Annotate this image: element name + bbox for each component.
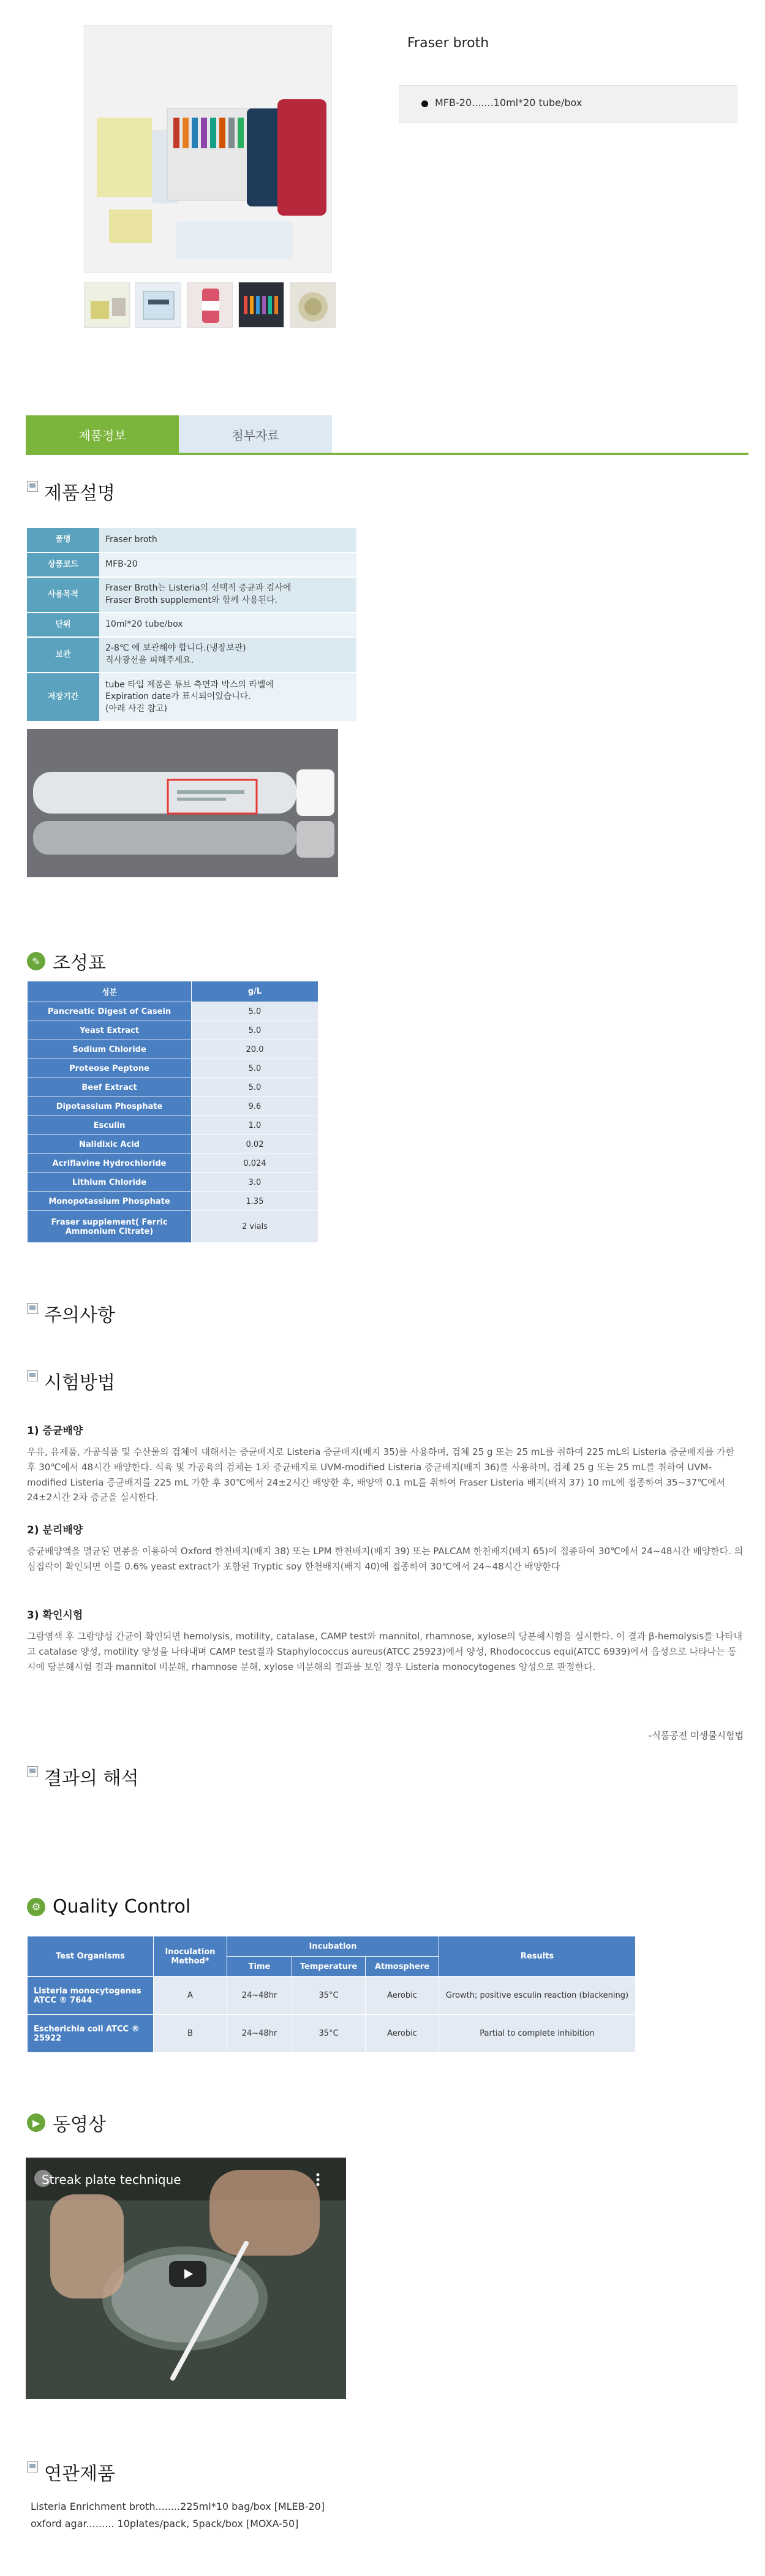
qc-temperature: 35°C [292, 1977, 366, 2015]
method-step1-text: 우유, 유제품, 가공식품 및 수산물의 검체에 대해서는 증균배지로 Listeria 증균배지(배지 35)를 사용하며, 검체 25 g 또는 25 mL를 취하여 225 mL의 Listeria 증균배지를 가한 후 30℃에서 48시간 배양한다. 식육 및 가공육의 검체는 1차 증균배지로 UVM-modified Listeria 증균배지(배지 36)를 사용하며, 검체 25 g 또는 25 mL를 취하여 UVM-modified Listeria 증균배지를 225 mL 가한 후 30℃에서 24±2시간 배양한 후, 배양액 0.1 mL를 취하여 Fraser Listeria 배지(배지 37) 10 mL에 접종하여 35~37℃에서 24±2시간 2차 증균을 실시한다. [27, 1446, 734, 1503]
qc-time: 24~48hr [227, 1977, 292, 2015]
product-thumbnail-5[interactable] [290, 282, 336, 328]
related-product-2[interactable]: oxford agar......... 10plates/pack, 5pack/box [MOXA-50] [31, 2518, 299, 2529]
info-key: 저장기간 [27, 673, 99, 722]
ingredient-amount: 0.024 [192, 1154, 318, 1173]
method-step1-title: 1) 증균배양 [27, 1425, 83, 1437]
qc-result: Growth; positive esculin reaction (blackening) [439, 1977, 636, 2015]
table-row [27, 637, 356, 673]
info-key: 사용목적 [27, 577, 99, 613]
composition-table [27, 981, 318, 1243]
pencil-icon: ✎ [27, 952, 45, 970]
ingredient-name: Proteose Peptone [28, 1059, 192, 1078]
product-thumbnail-4[interactable] [238, 282, 284, 328]
column-header-incubation: Incubation [227, 1936, 439, 1957]
table-row [27, 528, 356, 553]
play-button[interactable] [169, 2261, 206, 2287]
image-icon [27, 1370, 38, 1381]
ingredient-amount: 5.0 [192, 1021, 318, 1040]
info-value: Fraser Broth는 Listeria의 선택적 증균과 검사에 Fraser Broth supplement와 함께 사용된다. [99, 577, 356, 613]
ingredient-name: Lithium Chloride [28, 1173, 192, 1192]
image-icon [27, 2461, 38, 2472]
table-row [28, 1135, 318, 1154]
section-heading-qc: ⚙ Quality Control [27, 1896, 190, 1917]
column-header-results: Results [439, 1936, 636, 1977]
ingredient-name: Monopotassium Phosphate [28, 1192, 192, 1211]
table-row [28, 1097, 318, 1116]
qc-organism: Escherichia coli ATCC ® 25922 [28, 2015, 154, 2053]
table-row [28, 2015, 636, 2053]
table-row [28, 1154, 318, 1173]
ingredient-amount: 2 vials [192, 1211, 318, 1243]
section-heading-video: ▶ 동영상 [27, 2109, 106, 2136]
table-header-row [28, 981, 318, 1002]
qc-table [27, 1936, 636, 2053]
info-value: Fraser broth [99, 528, 356, 553]
ingredient-name: Sodium Chloride [28, 1040, 192, 1059]
qc-method: A [154, 1977, 227, 2015]
info-value: 2-8℃ 에 보관해야 합니다.(냉장보관) 직사광선을 피해주세요. [99, 637, 356, 673]
info-value: MFB-20 [99, 553, 356, 577]
section-heading-interpretation: 결과의 해석 [27, 1763, 138, 1790]
column-header-atmosphere: Atmosphere [366, 1957, 439, 1977]
product-info-table [27, 528, 356, 722]
table-row [28, 1116, 318, 1135]
ingredient-name: Esculin [28, 1116, 192, 1135]
related-product-1[interactable]: Listeria Enrichment broth........225ml*10 bag/box [MLEB-20] [31, 2501, 325, 2512]
info-value: tube 타입 제품은 튜브 측면과 박스의 라벨에 Expiration date가 표시되어있습니다. (아래 사진 참고) [99, 673, 356, 722]
gear-icon: ⚙ [27, 1898, 45, 1916]
section-heading-method: 시험방법 [27, 1367, 115, 1394]
table-row [27, 673, 356, 722]
product-thumbnail-2[interactable] [135, 282, 181, 328]
column-header-organisms: Test Organisms [28, 1936, 154, 1977]
ingredient-name: Dipotassium Phosphate [28, 1097, 192, 1116]
ingredient-name: Beef Extract [28, 1078, 192, 1097]
product-main-image [84, 25, 332, 273]
method-step3-text: 그람염색 후 그람양성 간균이 확인되면 hemolysis, motility, catalase, CAMP test와 mannitol, rhamnose, xylose의 당분해시험을 실시한다. 이 결과 β-hemolysis를 나타내고 catalase 양성, motility 양성을 나타내며 CAMP test결과 Staphylococcus aureus(ATCC 25923)에서 양성, Rhodococcus equi(ATCC 6939)에서 음성으로 나타나는 동시에 당분해시험 결과 mannitol 비분해, rhamnose 분해, xylose 비분해의 결과를 보일 경우 Listeria monocytogenes 양성으로 판정한다. [27, 1631, 742, 1672]
ingredient-amount: 0.02 [192, 1135, 318, 1154]
table-row [28, 1211, 318, 1243]
video-title[interactable]: Streak plate technique [42, 2172, 181, 2187]
product-title: Fraser broth [407, 36, 489, 51]
image-icon [27, 1766, 38, 1777]
ingredient-name: Yeast Extract [28, 1021, 192, 1040]
qc-atmosphere: Aerobic [366, 1977, 439, 2015]
ingredient-name: Nalidixic Acid [28, 1135, 192, 1154]
column-header-amount: g/L [192, 981, 318, 1002]
table-row [28, 1021, 318, 1040]
qc-method: B [154, 2015, 227, 2053]
table-row [28, 1977, 636, 2015]
table-row [28, 1059, 318, 1078]
ingredient-amount: 5.0 [192, 1059, 318, 1078]
ingredient-name: Acriflavine Hydrochloride [28, 1154, 192, 1173]
ingredient-name: Fraser supplement( Ferric Ammonium Citrate) [28, 1211, 192, 1243]
qc-temperature: 35°C [292, 2015, 366, 2053]
ingredient-amount: 9.6 [192, 1097, 318, 1116]
info-key: 품명 [27, 528, 99, 553]
info-value: 10ml*20 tube/box [99, 613, 356, 637]
method-source: -식품공전 미생물시험법 [648, 1730, 744, 1741]
column-header-ingredient: 성분 [28, 981, 192, 1002]
info-key: 보관 [27, 637, 99, 673]
column-header-method: Inoculation Method* [154, 1936, 227, 1977]
ingredient-amount: 3.0 [192, 1173, 318, 1192]
image-icon [27, 481, 38, 492]
ingredient-amount: 1.35 [192, 1192, 318, 1211]
product-option-text: MFB-20.......10ml*20 tube/box [435, 97, 582, 108]
table-row [28, 1078, 318, 1097]
info-key: 상품코드 [27, 553, 99, 577]
video-camera-icon: ▶ [27, 2113, 45, 2132]
tab-underline [26, 453, 748, 455]
section-heading-related: 연관제품 [27, 2458, 115, 2485]
tab-attachments[interactable]: 첨부자료 [179, 415, 332, 454]
ingredient-amount: 5.0 [192, 1078, 318, 1097]
table-row [28, 1192, 318, 1211]
image-icon [27, 1303, 38, 1314]
bullet-icon [421, 100, 428, 107]
ingredient-amount: 5.0 [192, 1002, 318, 1021]
info-key: 단위 [27, 613, 99, 637]
column-header-temperature: Temperature [292, 1957, 366, 1977]
table-row [28, 1040, 318, 1059]
method-step2-text: 증균배양액을 멸균된 면봉을 이용하여 Oxford 한천배지(배지 38) 또는 LPM 한천배지(배지 39) 또는 PALCAM 한천배지(배지 65)에 접종하여 30℃에서 24~48시간 배양한다. 의심집락이 확인되면 이를 0.6% yeast extract가 포함된 Tryptic soy 한천배지(배지 40)에 접종하여 30℃에서 24~48시간 배양한다 [27, 1546, 744, 1572]
table-row [28, 1173, 318, 1192]
table-row [27, 613, 356, 637]
tube-label-photo [27, 729, 338, 877]
qc-organism: Listeria monocytogenes ATCC ® 7644 [28, 1977, 154, 2015]
table-row [28, 1002, 318, 1021]
qc-result: Partial to complete inhibition [439, 2015, 636, 2053]
method-step2-title: 2) 분리배양 [27, 1524, 83, 1536]
table-row [27, 553, 356, 577]
qc-atmosphere: Aerobic [366, 2015, 439, 2053]
tab-product-info[interactable]: 제품정보 [26, 415, 179, 454]
qc-time: 24~48hr [227, 2015, 292, 2053]
table-header-row [28, 1936, 636, 1957]
section-heading-composition: ✎ 조성표 [27, 948, 106, 975]
table-row [27, 577, 356, 613]
section-heading-description: 제품설명 [27, 478, 115, 505]
method-step3-title: 3) 확인시험 [27, 1609, 83, 1622]
ingredient-name: Pancreatic Digest of Casein [28, 1002, 192, 1021]
play-icon [182, 2268, 194, 2280]
column-header-time: Time [227, 1957, 292, 1977]
ingredient-amount: 20.0 [192, 1040, 318, 1059]
section-heading-caution: 주의사항 [27, 1300, 115, 1327]
ingredient-amount: 1.0 [192, 1116, 318, 1135]
product-thumbnail-1[interactable] [84, 282, 130, 328]
product-thumbnail-3[interactable] [187, 282, 233, 328]
